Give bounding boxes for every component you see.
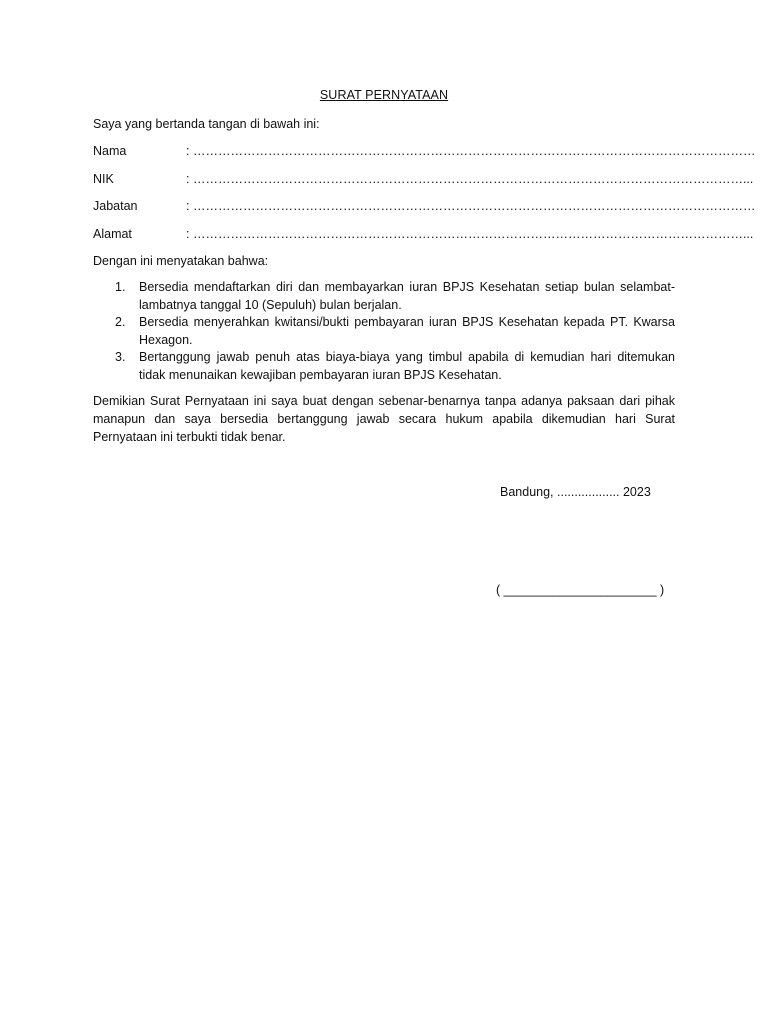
- field-label-jabatan: Jabatan: [93, 199, 138, 213]
- list-item-number: 2.: [115, 315, 126, 329]
- field-value-nama: : ………………………………………………………………………………………………………………………: [186, 144, 756, 158]
- statement-intro: Dengan ini menyatakan bahwa:: [93, 254, 269, 268]
- field-value-jabatan: : ………………………………………………………………………………………………………………………: [186, 199, 756, 213]
- list-item-text: Bersedia menyerahkan kwitansi/bukti pembayaran iuran BPJS Kesehatan kepada PT. Kwarsa Hexagon.: [139, 315, 675, 347]
- intro-text: Saya yang bertanda tangan di bawah ini:: [93, 117, 320, 131]
- list-item-text: Bertanggung jawab penuh atas biaya-biaya yang timbul apabila di kemudian hari ditemukan tidak menunaikan kewajiban pembayaran iuran BPJS Kesehatan.: [139, 350, 675, 382]
- list-item-number: 3.: [115, 350, 126, 364]
- signature-line: ( ______________________ ): [496, 583, 665, 597]
- field-row-alamat: [93, 227, 754, 243]
- field-label-nama: Nama: [93, 144, 127, 158]
- field-label-nik: NIK: [93, 172, 114, 186]
- field-row-jabatan: [93, 199, 756, 215]
- document-title: SURAT PERNYATAAN: [319, 88, 449, 102]
- list-item-number: 1.: [115, 280, 126, 294]
- statement-list: [93, 279, 675, 384]
- field-label-alamat: Alamat: [93, 227, 132, 241]
- list-item: [93, 314, 675, 349]
- list-item: [93, 279, 675, 314]
- field-value-alamat: : ……………………………………………………………………………………………………………………...: [186, 227, 754, 241]
- place-date: Bandung, .................. 2023: [500, 485, 651, 499]
- field-row-nama: [93, 144, 756, 160]
- field-row-nik: [93, 172, 754, 188]
- closing-paragraph: Demikian Surat Pernyataan ini saya buat dengan sebenar-benarnya tanpa adanya paksaan dari pihak manapun dan saya bersedia bertanggung jawab secara hukum apabila dikemudian hari Surat Pernyataan ini terbukti tidak benar.: [93, 394, 675, 444]
- list-item-text: Bersedia mendaftarkan diri dan membayarkan iuran BPJS Kesehatan setiap bulan selambat-lambatnya tanggal 10 (Sepuluh) bulan berjalan.: [139, 280, 675, 312]
- field-value-nik: : ……………………………………………………………………………………………………………………...: [186, 172, 754, 186]
- list-item: [93, 349, 675, 384]
